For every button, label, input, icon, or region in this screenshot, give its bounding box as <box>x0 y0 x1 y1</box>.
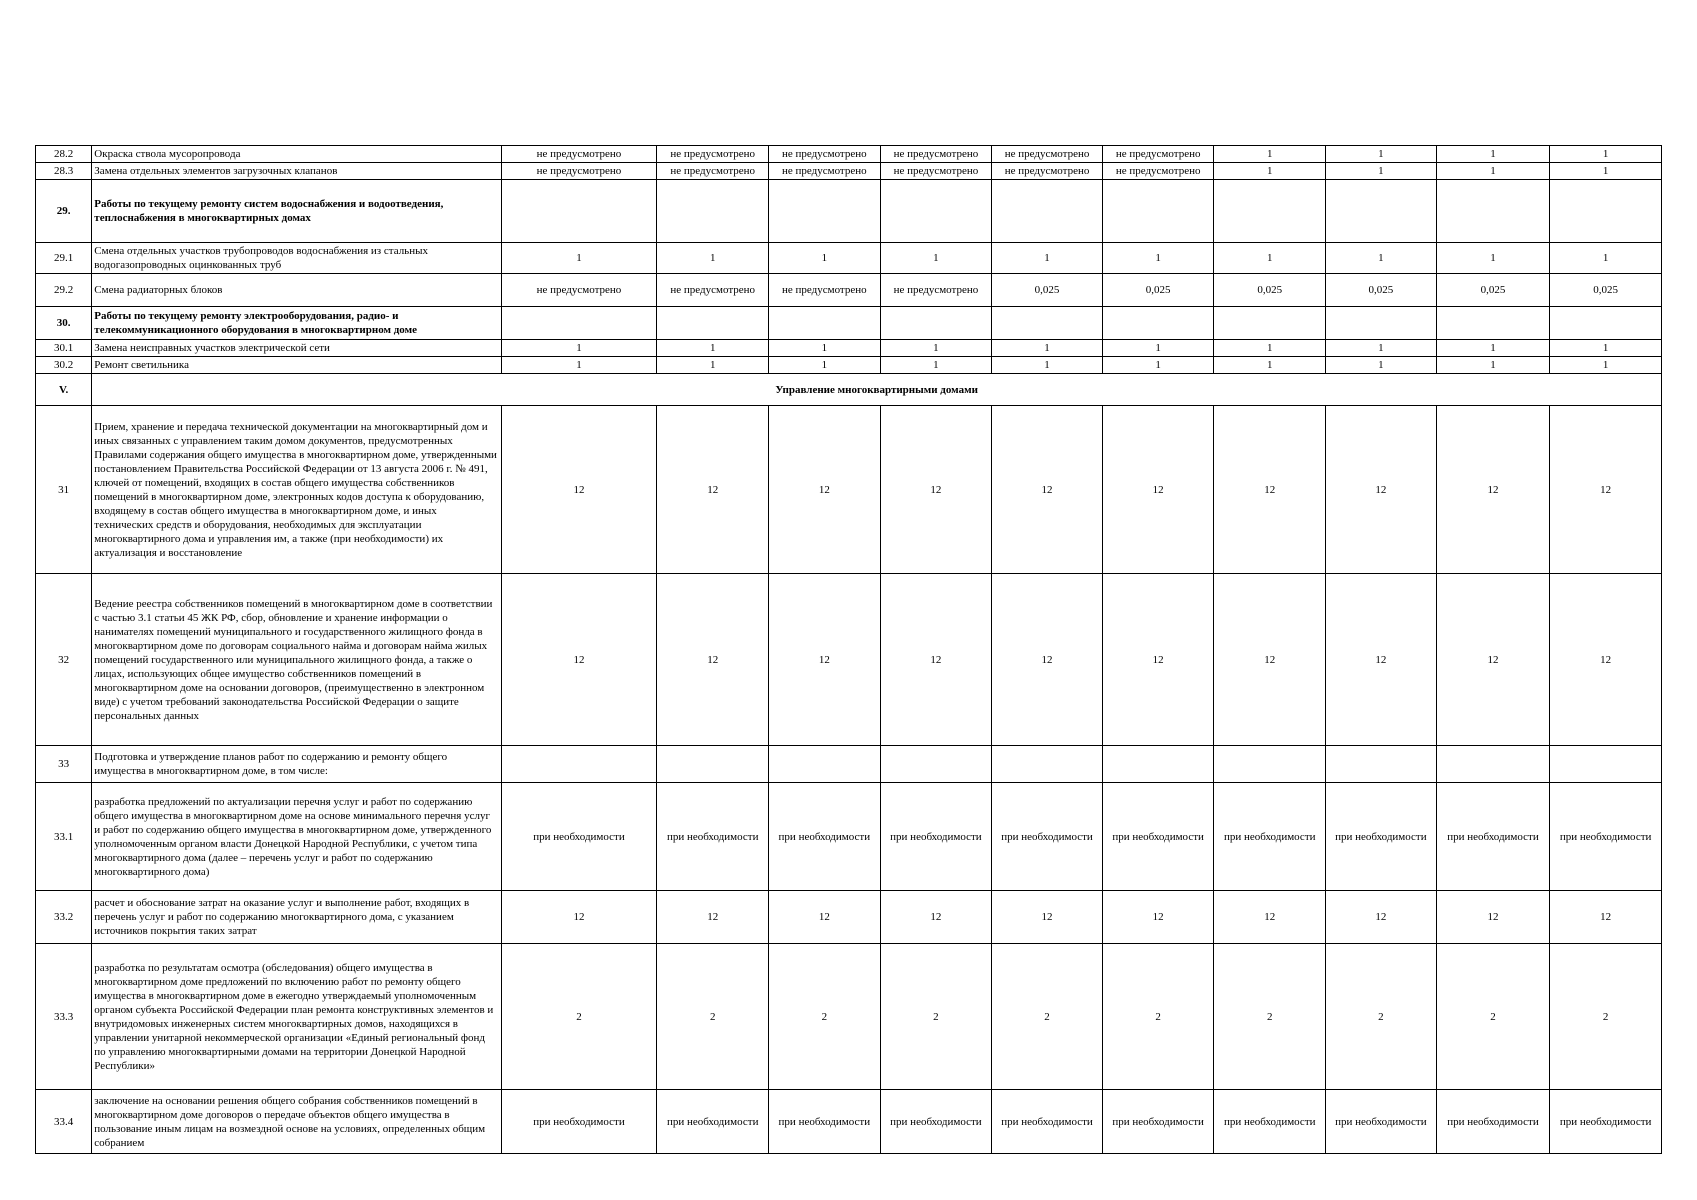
value-cell: 12 <box>1102 891 1214 944</box>
value-cell: при необходимости <box>1214 1090 1326 1154</box>
value-cell: 1 <box>880 357 992 374</box>
value-cell: 12 <box>501 574 657 746</box>
value-cell <box>501 180 657 243</box>
value-cell: 1 <box>992 357 1103 374</box>
value-cell: 12 <box>1214 574 1326 746</box>
table-row <box>36 783 1662 891</box>
value-cell: 1 <box>1550 243 1662 274</box>
value-cell: 2 <box>1436 944 1550 1090</box>
table-body <box>36 146 1662 1154</box>
value-cell: 2 <box>657 944 769 1090</box>
value-cell: 1 <box>769 243 881 274</box>
value-cell: 1 <box>880 340 992 357</box>
value-cell <box>1326 746 1437 783</box>
value-cell: 2 <box>501 944 657 1090</box>
value-cell <box>992 180 1103 243</box>
value-cell: 12 <box>992 574 1103 746</box>
value-cell: при необходимости <box>769 1090 881 1154</box>
value-cell: при необходимости <box>501 1090 657 1154</box>
row-number: 29.2 <box>36 274 92 307</box>
row-number: 33.4 <box>36 1090 92 1154</box>
value-cell <box>501 746 657 783</box>
value-cell: 1 <box>769 357 881 374</box>
value-cell: при необходимости <box>1102 1090 1214 1154</box>
table-row <box>36 746 1662 783</box>
value-cell: 2 <box>769 944 881 1090</box>
value-cell <box>1326 180 1437 243</box>
value-cell: 12 <box>1102 406 1214 574</box>
work-description: расчет и обоснование затрат на оказание услуг и выполнение работ, входящих в перечень услуг и работ по содержанию многоквартирного дома, с указанием источников покрытия таких затрат <box>92 891 501 944</box>
value-cell: 12 <box>501 406 657 574</box>
services-table <box>35 145 1662 1154</box>
table-row <box>36 1090 1662 1154</box>
value-cell: не предусмотрено <box>880 146 992 163</box>
value-cell: 12 <box>1550 891 1662 944</box>
value-cell: 1 <box>1214 357 1326 374</box>
value-cell: при необходимости <box>1436 1090 1550 1154</box>
value-cell: 1 <box>1214 243 1326 274</box>
value-cell: 12 <box>1436 406 1550 574</box>
value-cell: 1 <box>1436 163 1550 180</box>
value-cell: 12 <box>880 406 992 574</box>
value-cell <box>1436 180 1550 243</box>
value-cell: 12 <box>1436 891 1550 944</box>
value-cell: 0,025 <box>1102 274 1214 307</box>
value-cell: 12 <box>1214 891 1326 944</box>
row-number: 33.2 <box>36 891 92 944</box>
value-cell: 1 <box>1550 163 1662 180</box>
value-cell: 2 <box>992 944 1103 1090</box>
value-cell: 12 <box>1436 574 1550 746</box>
table-row <box>36 357 1662 374</box>
value-cell <box>1550 746 1662 783</box>
work-description: Смена отдельных участков трубопроводов водоснабжения из стальных водогазопроводных оцинкованных труб <box>92 243 501 274</box>
table-row <box>36 274 1662 307</box>
row-number: 29. <box>36 180 92 243</box>
value-cell: 12 <box>501 891 657 944</box>
value-cell: 1 <box>1436 340 1550 357</box>
value-cell: 1 <box>1102 340 1214 357</box>
value-cell: 1 <box>1326 163 1437 180</box>
value-cell: 2 <box>1550 944 1662 1090</box>
value-cell <box>769 180 881 243</box>
value-cell: при необходимости <box>992 783 1103 891</box>
value-cell: 0,025 <box>1214 274 1326 307</box>
value-cell: при необходимости <box>1214 783 1326 891</box>
value-cell: 12 <box>657 406 769 574</box>
value-cell <box>880 307 992 340</box>
value-cell: 1 <box>769 340 881 357</box>
value-cell: 2 <box>1326 944 1437 1090</box>
work-description: Работы по текущему ремонту систем водоснабжения и водоотведения, теплоснабжения в многоквартирных домах <box>92 180 501 243</box>
value-cell <box>769 746 881 783</box>
value-cell: при необходимости <box>501 783 657 891</box>
value-cell: 1 <box>1326 146 1437 163</box>
value-cell <box>1436 746 1550 783</box>
value-cell: не предусмотрено <box>501 274 657 307</box>
value-cell <box>769 307 881 340</box>
value-cell: при необходимости <box>769 783 881 891</box>
value-cell <box>992 307 1103 340</box>
value-cell: не предусмотрено <box>1102 163 1214 180</box>
table-row <box>36 374 1662 406</box>
work-description: разработка предложений по актуализации перечня услуг и работ по содержанию общего имущества в многоквартирном доме на основе минимального перечня услуг и работ по содержанию общего имущества в многоквартирном доме, утвержденного уполномоченным органом власти Донецкой Народной Республики, с учетом типа многоквартирного дома (далее – перечень услуг и работ по содержанию многоквартирного дома) <box>92 783 501 891</box>
value-cell: при необходимости <box>1436 783 1550 891</box>
value-cell <box>657 180 769 243</box>
value-cell: 1 <box>880 243 992 274</box>
table-row <box>36 944 1662 1090</box>
value-cell: 1 <box>1550 146 1662 163</box>
value-cell: 1 <box>992 340 1103 357</box>
value-cell <box>1550 180 1662 243</box>
value-cell <box>992 746 1103 783</box>
value-cell: не предусмотрено <box>657 163 769 180</box>
section-title: Управление многоквартирными домами <box>92 374 1662 406</box>
work-description: Ремонт светильника <box>92 357 501 374</box>
value-cell <box>880 180 992 243</box>
value-cell: 12 <box>657 574 769 746</box>
work-description: Замена отдельных элементов загрузочных клапанов <box>92 163 501 180</box>
value-cell: 1 <box>992 243 1103 274</box>
work-description: Работы по текущему ремонту электрооборудования, радио- и телекоммуникационного оборудования в многоквартирном доме <box>92 307 501 340</box>
document-page <box>35 145 1662 1154</box>
value-cell <box>880 746 992 783</box>
value-cell: не предусмотрено <box>992 163 1103 180</box>
value-cell: не предусмотрено <box>1102 146 1214 163</box>
value-cell <box>1436 307 1550 340</box>
value-cell: 1 <box>1436 357 1550 374</box>
value-cell <box>1102 746 1214 783</box>
value-cell: при необходимости <box>880 1090 992 1154</box>
value-cell: 1 <box>657 243 769 274</box>
value-cell: 1 <box>1550 357 1662 374</box>
value-cell: 1 <box>1326 357 1437 374</box>
value-cell: 1 <box>1436 146 1550 163</box>
row-number: 30. <box>36 307 92 340</box>
value-cell: не предусмотрено <box>657 274 769 307</box>
value-cell: 1 <box>657 340 769 357</box>
value-cell: не предусмотрено <box>992 146 1103 163</box>
row-number: 30.1 <box>36 340 92 357</box>
value-cell: не предусмотрено <box>769 274 881 307</box>
value-cell <box>1214 307 1326 340</box>
value-cell <box>1550 307 1662 340</box>
value-cell: при необходимости <box>1102 783 1214 891</box>
row-number: 33 <box>36 746 92 783</box>
value-cell: 12 <box>1326 406 1437 574</box>
value-cell <box>657 307 769 340</box>
value-cell <box>1214 746 1326 783</box>
value-cell: 1 <box>1326 243 1437 274</box>
value-cell: 12 <box>992 891 1103 944</box>
value-cell: 1 <box>1436 243 1550 274</box>
value-cell: 1 <box>501 357 657 374</box>
row-number: 30.2 <box>36 357 92 374</box>
table-row <box>36 340 1662 357</box>
row-number: 31 <box>36 406 92 574</box>
work-description: Прием, хранение и передача технической документации на многоквартирный дом и иных связанных с управлением таким домом документов, предусмотренных Правилами содержания общего имущества в многоквартирном доме, утвержденными постановлением Правительства Российской Федерации от 13 августа 2006 г. № 491, ключей от помещений, входящих в состав общего имущества собственников помещений в многоквартирном доме, электронных кодов доступа к оборудованию, входящему в состав общего имущества в многоквартирном доме, и иных технических средств и оборудования, необходимых для эксплуатации многоквартирного дома и управления им, а также (при необходимости) их актуализация и восстановление <box>92 406 501 574</box>
value-cell: 1 <box>501 340 657 357</box>
value-cell: не предусмотрено <box>769 146 881 163</box>
value-cell: 1 <box>1550 340 1662 357</box>
row-number: 32 <box>36 574 92 746</box>
value-cell: 12 <box>1326 574 1437 746</box>
value-cell: 2 <box>1102 944 1214 1090</box>
row-number: 28.3 <box>36 163 92 180</box>
value-cell <box>657 746 769 783</box>
table-row <box>36 146 1662 163</box>
value-cell: при необходимости <box>880 783 992 891</box>
value-cell: не предусмотрено <box>880 163 992 180</box>
value-cell: 12 <box>769 406 881 574</box>
value-cell: 1 <box>501 243 657 274</box>
value-cell: 1 <box>1102 243 1214 274</box>
table-row <box>36 180 1662 243</box>
table-row <box>36 163 1662 180</box>
row-number: 29.1 <box>36 243 92 274</box>
work-description: Окраска ствола мусоропровода <box>92 146 501 163</box>
value-cell: 0,025 <box>992 274 1103 307</box>
value-cell: при необходимости <box>657 1090 769 1154</box>
value-cell: 1 <box>1214 146 1326 163</box>
table-row <box>36 406 1662 574</box>
table-row <box>36 891 1662 944</box>
work-description: разработка по результатам осмотра (обследования) общего имущества в многоквартирном доме предложений по включению работ по ремонту общего имущества в многоквартирном доме в ежегодно утверждаемый уполномоченным органом субъекта Российской Федерации план ремонта конструктивных элементов и внутридомовых инженерных систем многоквартирных домов, находящихся в управлении унитарной некоммерческой организации «Единый региональный фонд по управлению многоквартирными домами на территории Донецкой Народной Республики» <box>92 944 501 1090</box>
value-cell: 12 <box>1102 574 1214 746</box>
value-cell <box>501 307 657 340</box>
value-cell: 12 <box>1326 891 1437 944</box>
value-cell: 12 <box>1550 574 1662 746</box>
row-number: 33.3 <box>36 944 92 1090</box>
work-description: Подготовка и утверждение планов работ по содержанию и ремонту общего имущества в многоквартирном доме, в том числе: <box>92 746 501 783</box>
value-cell: 2 <box>880 944 992 1090</box>
value-cell: не предусмотрено <box>880 274 992 307</box>
value-cell: 1 <box>1214 340 1326 357</box>
row-number: 33.1 <box>36 783 92 891</box>
value-cell: 12 <box>769 891 881 944</box>
work-description: заключение на основании решения общего собрания собственников помещений в многоквартирном доме договоров о передаче объектов общего имущества в пользование иным лицам на возмездной основе на условиях, определенных общим собранием <box>92 1090 501 1154</box>
value-cell: при необходимости <box>992 1090 1103 1154</box>
value-cell: 12 <box>1214 406 1326 574</box>
value-cell <box>1102 307 1214 340</box>
work-description: Ведение реестра собственников помещений в многоквартирном доме в соответствии с частью 3.1 статьи 45 ЖК РФ, сбор, обновление и хранение информации о нанимателях помещений муниципального и государственного жилищного фонда в многоквартирном доме по договорам социального найма и договорам найма жилых помещений государственного или муниципального жилищного фонда, а также о лицах, использующих общее имущество собственников помещений в многоквартирном доме на основании договоров, (преимущественно в электронном виде) с учетом требований законодательства Российской Федерации о защите персональных данных <box>92 574 501 746</box>
value-cell: 12 <box>769 574 881 746</box>
table-row <box>36 307 1662 340</box>
value-cell: 12 <box>657 891 769 944</box>
value-cell: не предусмотрено <box>501 146 657 163</box>
value-cell <box>1102 180 1214 243</box>
value-cell <box>1214 180 1326 243</box>
value-cell: 12 <box>1550 406 1662 574</box>
table-row <box>36 574 1662 746</box>
value-cell: при необходимости <box>657 783 769 891</box>
value-cell <box>1326 307 1437 340</box>
value-cell: 12 <box>880 891 992 944</box>
value-cell: 0,025 <box>1436 274 1550 307</box>
value-cell: не предусмотрено <box>657 146 769 163</box>
value-cell: 12 <box>992 406 1103 574</box>
row-number: 28.2 <box>36 146 92 163</box>
value-cell: не предусмотрено <box>769 163 881 180</box>
work-description: Смена радиаторных блоков <box>92 274 501 307</box>
row-number: V. <box>36 374 92 406</box>
value-cell: 1 <box>1326 340 1437 357</box>
value-cell: 12 <box>880 574 992 746</box>
value-cell: 0,025 <box>1326 274 1437 307</box>
value-cell: 1 <box>657 357 769 374</box>
value-cell: 1 <box>1214 163 1326 180</box>
value-cell: при необходимости <box>1550 1090 1662 1154</box>
value-cell: 0,025 <box>1550 274 1662 307</box>
table-row <box>36 243 1662 274</box>
value-cell: не предусмотрено <box>501 163 657 180</box>
value-cell: при необходимости <box>1326 783 1437 891</box>
work-description: Замена неисправных участков электрической сети <box>92 340 501 357</box>
value-cell: при необходимости <box>1550 783 1662 891</box>
value-cell: при необходимости <box>1326 1090 1437 1154</box>
value-cell: 1 <box>1102 357 1214 374</box>
value-cell: 2 <box>1214 944 1326 1090</box>
